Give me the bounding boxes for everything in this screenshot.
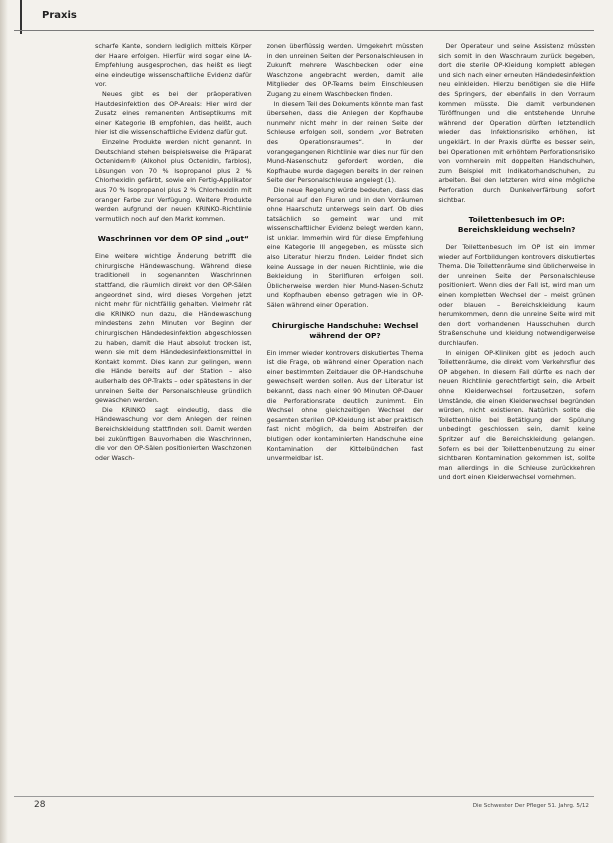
paragraph: In diesem Teil des Dokuments könnte man fast übersehen, dass die Anlegen der Kopfhaube nunmehr nicht mehr in der reinen Seite der Schleuse erfolgen soll, sondern „vor Betreten des Operationsraumes“. In der vorangegangenen Richtlinie war dies nur für den Mund-Nasenschutz gefordert worden, die Kopfhaube wurde dagegen bereits in der reinen Seite der Personalschleuse angelegt (1).	[266, 99, 424, 185]
paragraph: Die KRINKO sagt eindeutig, dass die Händewaschung vor dem Anlegen der reinen Bereichskleidung stattfinden soll. Damit werden bei zukünftigen Bauvorhaben die Waschrinnen, die vor den OP-Sälen positionierten Waschzonen oder Wasch-	[95, 405, 252, 462]
page-edge	[0, 0, 8, 843]
subheading: Toilettenbesuch im OP: Bereichskleidung wechseln?	[457, 215, 576, 235]
text-column-1	[95, 42, 252, 790]
paragraph: Der Toilettenbesuch im OP ist ein immer wieder auf Fortbildungen kontrovers diskutiertes Thema. Die Toilettenräume sind üblicherweise in der unreinen Seite der Personalschleuse positioniert. Wenn dies der Fall ist, wird man um einen kompletten Wechsel der – meist grünen oder blauen – Bereichskleidung kaum herumkommen, denn die unreine Seite wird mit den dort vorhandenen Hausschuhen durch Straßenschuhe und kleidung notwendigerweise durchlaufen.	[438, 243, 596, 348]
journal-citation: Die Schwester Der Pfleger 51. Jahrg. 5/12	[472, 803, 589, 809]
article-body	[95, 42, 595, 790]
subheading: Waschrinnen vor dem OP sind „out“	[97, 234, 249, 244]
paragraph: Neues gibt es bei der präoperativen Hautdesinfektion des OP-Areals: Hier wird der Zusatz eines remanenten Antiseptikums mit einer Kategorie IB empfohlen, das heißt, auch hier ist die wissenschaftliche Evidenz dafür gut.	[95, 89, 252, 137]
text-column-2	[267, 42, 424, 790]
footer-rule	[14, 796, 594, 797]
text-column-3	[438, 42, 595, 790]
paragraph: Der Operateur und seine Assistenz müssten sich somit in den Waschraum zurück begeben, dort die sterile OP-Kleidung komplett ablegen und sich nach einer erneuten Händedesinfektion neu einkleiden. Hierzu benötigen sie die Hilfe des Springers, der ebenfalls in den Vorraum kommen müsste. Die damit verbundenen Türöffnungen und die entstehende Unruhe während der Operation dürften letztendlich wieder das Infektionsrisiko erhöhen, ist ungeklärt. In der Praxis dürfte es besser sein, bei Operationen mit erhöhtem Perforationsrisiko von vornherein mit doppelten Handschuhen, zum Beispiel mit Indikatorhandschuhen, zu arbeiten. Bei den letzteren wird eine mögliche Perforation durch Dunkelverfärbung sofort sichtbar.	[438, 42, 596, 204]
paragraph: Einzelne Produkte werden nicht genannt. In Deutschland stehen beispielsweise die Präparat Octenidem® (Alkohol plus Octenidin, farblos), Lösungen von 70 % Isopropanol plus 2 % Chlorhexidin gefärbt, sowie ein Fertig-Applikator aus 70 % Isopropanol plus 2 % Chlorhexidin mit oranger Farbe zur Verfügung. Weitere Produkte werden aufgrund der neuen KRINKO-Richtlinie vermutlich noch auf den Markt kommen.	[95, 137, 252, 223]
page-number: 28	[34, 800, 46, 810]
paragraph: scharfe Kante, sondern lediglich mittels Körper der Haare erfolgen. Hierfür wird sogar eine IA-Empfehlung ausgesprochen, das heißt es liegt eine eindeutige wissenschaftliche Evidenz dafür vor.	[95, 42, 252, 89]
section-label: Praxis	[42, 10, 77, 21]
paragraph: Eine weitere wichtige Änderung betrifft die chirurgische Händewaschung. Während diese traditionell in sogenannten Waschrinnen stattfand, die räumlich direkt vor den OP-Sälen angeordnet sind, wird dieses Vorgehen jetzt nicht mehr für nichtfällig gehalten. Vielmehr rät die KRINKO nun dazu, die Händewaschung mindestens zehn Minuten vor Beginn der chirurgischen Händedesinfektion abgeschlossen zu haben, damit die Haut absolut trocken ist, wenn sie mit dem Händedesinfektionsmittel in Kontakt kommt. Dies kann zur gelingen, wenn die Hände bereits auf der Station – also außerhalb des OP-Trakts – oder spätestens in der unreinen Seite der Personalschleuse gründlich gewaschen werden.	[95, 252, 252, 405]
subheading: Chirurgische Handschuhe: Wechsel während der OP?	[271, 320, 419, 340]
paragraph: In einigen OP-Kliniken gibt es jedoch auch Toilettenräume, die direkt vom Verkehrsflur des OP abgehen. In diesem Fall dürfte es nach der neuen Richtlinie gerechtfertigt sein, die Arbeit ohne Kleiderwechsel fortzusetzen, sofern Umstände, die einen Kleiderwechsel begründen würden, nicht existieren. Natürlich sollte die Toilettenhülle bei Betätigung der Spülung unbedingt geschlossen sein, damit keine Spritzer auf die Bereichskleidung gelangen. Sofern es bei der Toilettenbenutzung zu einer sichtbaren Kontamination gekommen ist, sollte man allerdings in die Schleuse zurückkehren und dort einen Kleiderwechsel vornehmen.	[438, 348, 596, 482]
paragraph: zonen überflüssig werden. Umgekehrt müssten in den unreinen Seiten der Personalschleusen in Zukunft mehrere Waschbecken oder eine Waschzone angebracht werden, damit alle Mitglieder des OP-Teams beim Einschleusen Zugang zu einem Waschbecken finden.	[266, 42, 424, 98]
paragraph: Die neue Regelung würde bedeuten, dass das Personal auf den Fluren und in den Vorräumen ohne Haarschutz unterwegs sein darf. Ob dies tatsächlich so gemeint war und mit wissenschaftlicher Evidenz belegt werden kann, ist unklar. Immerhin wird für diese Empfehlung eine Kategorie III angegeben, es müsste sich also Literatur hierzu finden. Leider findet sich keine Aussage in der neuen Richtlinie, wie die Bekleidung in Sterilfluren erfolgen soll. Üblicherweise werden hier Mund-Nasen-Schutz und Kopfhauben ebenso getragen wie in OP-Sälen während einer Operation.	[266, 185, 424, 310]
paragraph: Ein immer wieder kontrovers diskutiertes Thema ist die Frage, ob während einer Operation nach einer bestimmten Zeitdauer die OP-Handschuhe gewechselt werden sollen. Aus der Literatur ist bekannt, dass nach einer 90 Minuten OP-Dauer die Perforationsrate deutlich zunimmt. Ein Wechsel ohne gleichzeitigen Wechsel der gesamten sterilen OP-Kleidung ist aber praktisch fast nicht möglich, da beim Abstreifen der blutigen oder kontaminierten Handschuhe eine Kontamination der Kittelbündchen fast unvermeidbar ist.	[266, 348, 424, 463]
margin-rule	[20, 0, 22, 34]
header-rule	[14, 30, 594, 31]
